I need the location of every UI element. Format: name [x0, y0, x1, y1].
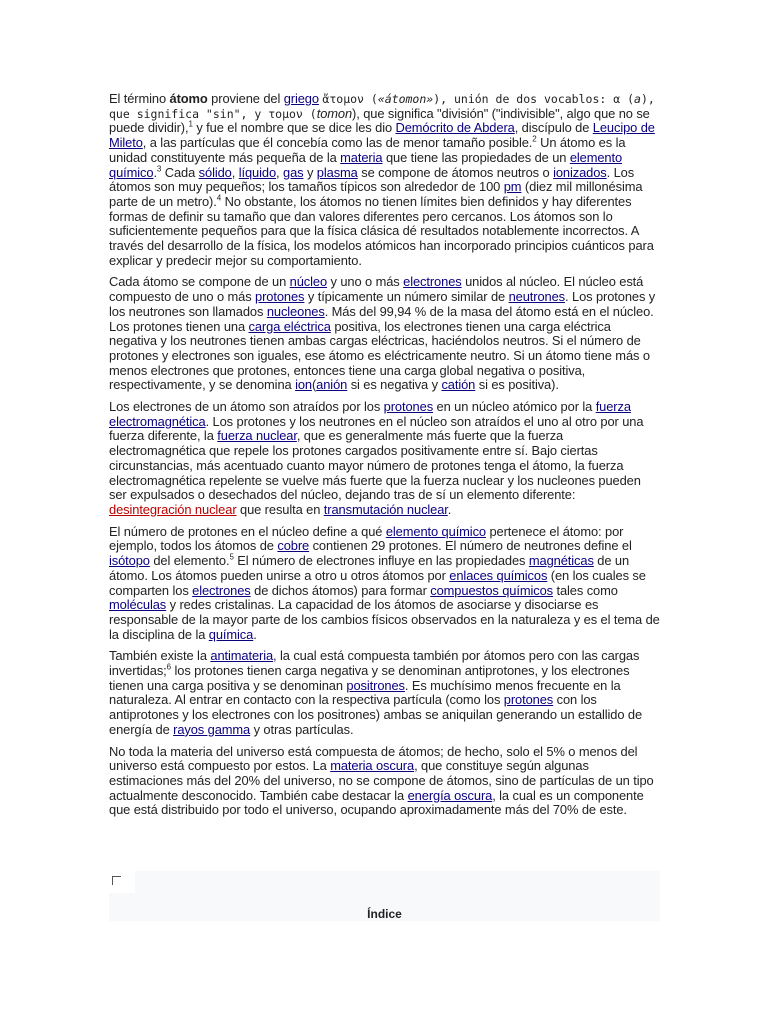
inline-link[interactable]: neutrones [508, 289, 566, 305]
inline-link[interactable]: sólido [198, 164, 232, 180]
inline-link[interactable]: fuerza nuclear [217, 428, 297, 444]
text-segment: También existe la [109, 648, 211, 664]
inline-link[interactable]: gas [283, 164, 304, 180]
inline-link[interactable]: moléculas [109, 597, 167, 613]
text-segment: del elemento. [149, 553, 230, 569]
text-segment: , a las partículas que él concebía como las de menor tamaño posible. [142, 135, 533, 151]
text-segment: de dichos átomos) para formar [250, 582, 431, 598]
text-segment: y [303, 164, 317, 180]
inline-link[interactable]: elemento químico [385, 523, 486, 539]
inline-link[interactable]: carga eléctrica [248, 318, 331, 334]
text-segment: contienen 29 protones. El número de neutrones define el [309, 538, 632, 554]
text-segment: El término [109, 91, 170, 106]
text-segment: ( [311, 377, 317, 393]
text-segment: , la cual es un componente que está distribuido por todo el universo, ocupando aproximadamente más del 70% de este. [109, 787, 644, 818]
inline-link[interactable]: ionizados [553, 164, 607, 180]
text-segment: , [231, 164, 239, 180]
text-segment: pertenece el átomo: por ejemplo, todos los átomos de [109, 523, 624, 554]
toc-title: Índice [367, 907, 402, 921]
text-segment: se compone de átomos neutros o [357, 164, 554, 180]
text-segment: . Es muchísimo menos frecuente en la naturaleza. Al entrar en contacto con la respectiva partícula (como los [109, 677, 621, 708]
inline-link[interactable]: griego [283, 91, 319, 106]
text-segment: átomo [169, 91, 208, 106]
text-segment: Cada [161, 164, 199, 180]
text-segment: . Los átomos son muy pequeños; los tamaños típicos son alrededor de 100 [109, 164, 635, 195]
inline-link[interactable]: núcleo [289, 274, 328, 290]
inline-link[interactable]: elemento químico [109, 149, 623, 180]
inline-link[interactable]: materia [340, 149, 383, 165]
text-segment: proviene del [207, 91, 284, 106]
text-segment: (en los cuales se comparten los [109, 567, 646, 598]
text-segment: , que constituye según algunas estimaciones más del 20% del universo, no se compone de átomos, sino de partículas de un tipo actualmente desconocido. También cabe destacar la [109, 758, 654, 803]
paragraph [109, 92, 660, 268]
text-segment: . Los protones y los neutrones son llamados [109, 289, 656, 319]
text-segment: en un núcleo atómico por la [433, 399, 596, 415]
table-of-contents [109, 871, 660, 921]
text-segment: , la cual está compuesta también por átomos pero con las cargas invertidas; [109, 648, 640, 679]
text-segment: que tiene las propiedades de un [382, 149, 570, 165]
inline-link[interactable]: pm [503, 179, 522, 195]
inline-link[interactable]: protones [383, 399, 434, 415]
text-segment: . Más del 99,94 % de la masa del átomo está en el núcleo. Los protones tienen una [109, 303, 654, 334]
inline-link[interactable]: plasma [316, 164, 358, 180]
inline-link[interactable]: electrones [403, 274, 462, 290]
text-segment: Los electrones de un átomo son atraídos por los [109, 399, 384, 415]
inline-link[interactable]: líquido [238, 164, 277, 180]
paragraph [109, 649, 660, 737]
inline-link[interactable]: enlaces químicos [449, 567, 548, 583]
text-segment: y típicamente un número similar de [304, 289, 509, 305]
article-body [109, 92, 660, 825]
text-segment: . [253, 626, 257, 642]
inline-link[interactable]: transmutación nuclear [323, 501, 448, 517]
inline-link[interactable]: nucleones [266, 303, 325, 319]
inline-link[interactable]: compuestos químicos [430, 582, 554, 598]
inline-link[interactable]: antimateria [210, 648, 274, 664]
text-segment: Un átomo es la unidad constituyente más pequeña de la [109, 135, 626, 165]
text-segment: positiva, los electrones tienen una carga eléctrica negativa y los neutrones tienen ambas cargas eléctricas, haciéndolos neutros. Si el número de protones y electrones son iguales, ese átomo es eléctricamente neutro. Si un átomo tiene más o menos electrones que protones, entonces tiene una carga global negativa o positiva, respectivamente, y se denomina [109, 318, 650, 393]
text-segment: . Los protones y los neutrones en el núcleo son atraídos el uno al otro por una fuerza diferente, la [109, 413, 644, 444]
text-segment: . [153, 164, 157, 180]
checkbox-icon [112, 876, 121, 885]
text-segment: No toda la materia del universo está compuesta de átomos; de hecho, solo el 5% o menos del universo está compuesto por estos. La [109, 743, 638, 774]
inline-link[interactable]: fuerza electromagnética [109, 399, 631, 429]
inline-link[interactable]: Leucipo de Mileto [109, 120, 655, 151]
text-segment: El número de electrones influye en las propiedades [233, 553, 529, 569]
text-segment: No obstante, los átomos no tienen límites bien definidos y hay diferentes formas de definir su tamaño que dan valores diferentes pero cercanos. Los átomos son lo suficientemente pequeños para que la física clásica dé resultados notablemente incorrectos. A través del desarrollo de la física, los modelos atómicos han incorporado principios cuánticos para explicar y predecir mejor su comportamiento. [109, 193, 654, 268]
reference-link[interactable]: 4 [216, 193, 222, 203]
inline-link[interactable]: química [208, 626, 254, 642]
text-segment: que resulta en [236, 501, 324, 517]
text-segment: y otras partículas. [250, 721, 354, 737]
toc-toggle[interactable] [109, 871, 135, 893]
text-segment: ἄτομον ( [322, 92, 378, 106]
inline-link[interactable]: protones [503, 692, 554, 708]
text-segment: ), que significa "sin", y τομον ( [109, 92, 655, 121]
inline-link[interactable]: magnéticas [528, 553, 594, 569]
text-segment: si es positiva). [475, 377, 559, 393]
inline-link[interactable]: Demócrito de Abdera [395, 120, 515, 136]
text-segment: ), unión de dos vocablos: α ( [433, 92, 634, 106]
inline-link[interactable]: positrones [346, 677, 405, 693]
text-segment: y uno o más [327, 274, 404, 290]
reference-link[interactable]: 2 [532, 134, 537, 144]
text-segment: ), que significa "división" ("indivisible", algo que no se puede dividir), [109, 105, 650, 136]
text-segment: (diez mil millonésima parte de un metro). [109, 179, 643, 209]
text-segment: los protones tienen carga negativa y se denominan antiprotones, y los electrones tienen una carga positiva y se denominan [109, 663, 630, 693]
inline-link[interactable]: electrones [192, 582, 251, 598]
paragraph [109, 745, 660, 819]
text-segment: unidos al núcleo. El núcleo está compuesto de uno o más [109, 274, 644, 305]
reference-link[interactable]: 6 [166, 662, 172, 672]
inline-link[interactable]: energía oscura [407, 787, 493, 803]
text-segment: «átomon» [377, 92, 434, 106]
inline-link[interactable]: ion [295, 377, 312, 393]
text-segment: tomon [316, 105, 353, 121]
text-segment: , [276, 164, 283, 180]
reference-link[interactable]: 5 [229, 552, 234, 562]
text-segment: si es negativa y [347, 377, 442, 393]
text-segment: con los antiprotones y los electrones con los positrones) ambas se aniquilan generando un estallido de energía de [109, 692, 643, 737]
reference-link[interactable]: 3 [156, 164, 162, 174]
text-segment: y fue el nombre que se dice les dio [192, 120, 396, 136]
inline-link[interactable]: anión [316, 377, 348, 393]
text-segment: y redes cristalinas. La capacidad de los átomos de asociarse y disociarse es responsable de la mayor parte de los cambios físicos observados en la naturaleza y es el tema de la disciplina de la [109, 597, 660, 642]
paragraph [109, 525, 660, 643]
inline-link[interactable]: materia oscura [330, 758, 415, 774]
inline-link[interactable]: rayos gamma [173, 721, 251, 737]
text-segment: de un átomo. Los átomos pueden unirse a otro u otros átomos por [109, 553, 630, 583]
text-segment: , discípulo de [514, 120, 593, 136]
reference-link[interactable]: 1 [188, 120, 193, 130]
inline-link[interactable]: desintegración nuclear [109, 501, 237, 517]
paragraph [109, 400, 660, 518]
text-segment: Cada átomo se compone de un [109, 274, 290, 290]
text-segment: . [447, 501, 452, 517]
text-segment: , que es generalmente más fuerte que la fuerza electromagnética que repele los protones cargados positivamente entre sí. Bajo ciertas circunstancias, más acentuado cuanto mayor número de protones tenga el átomo, la fuerza electromagnética repelente se vuelve más fuerte que la fuerza nuclear y los nucleones pueden ser expulsados o desechados del núcleo, dejando tras de sí un elemento diferente: [109, 428, 641, 503]
inline-link[interactable]: protones [255, 289, 305, 305]
paragraph [109, 275, 660, 393]
inline-link[interactable]: isótopo [109, 553, 150, 569]
inline-link[interactable]: catión [441, 377, 476, 393]
text-segment: a [634, 92, 641, 106]
inline-link[interactable]: cobre [277, 538, 310, 554]
text-segment: tales como [553, 582, 618, 598]
text-segment: El número de protones en el núcleo define a qué [109, 523, 386, 539]
